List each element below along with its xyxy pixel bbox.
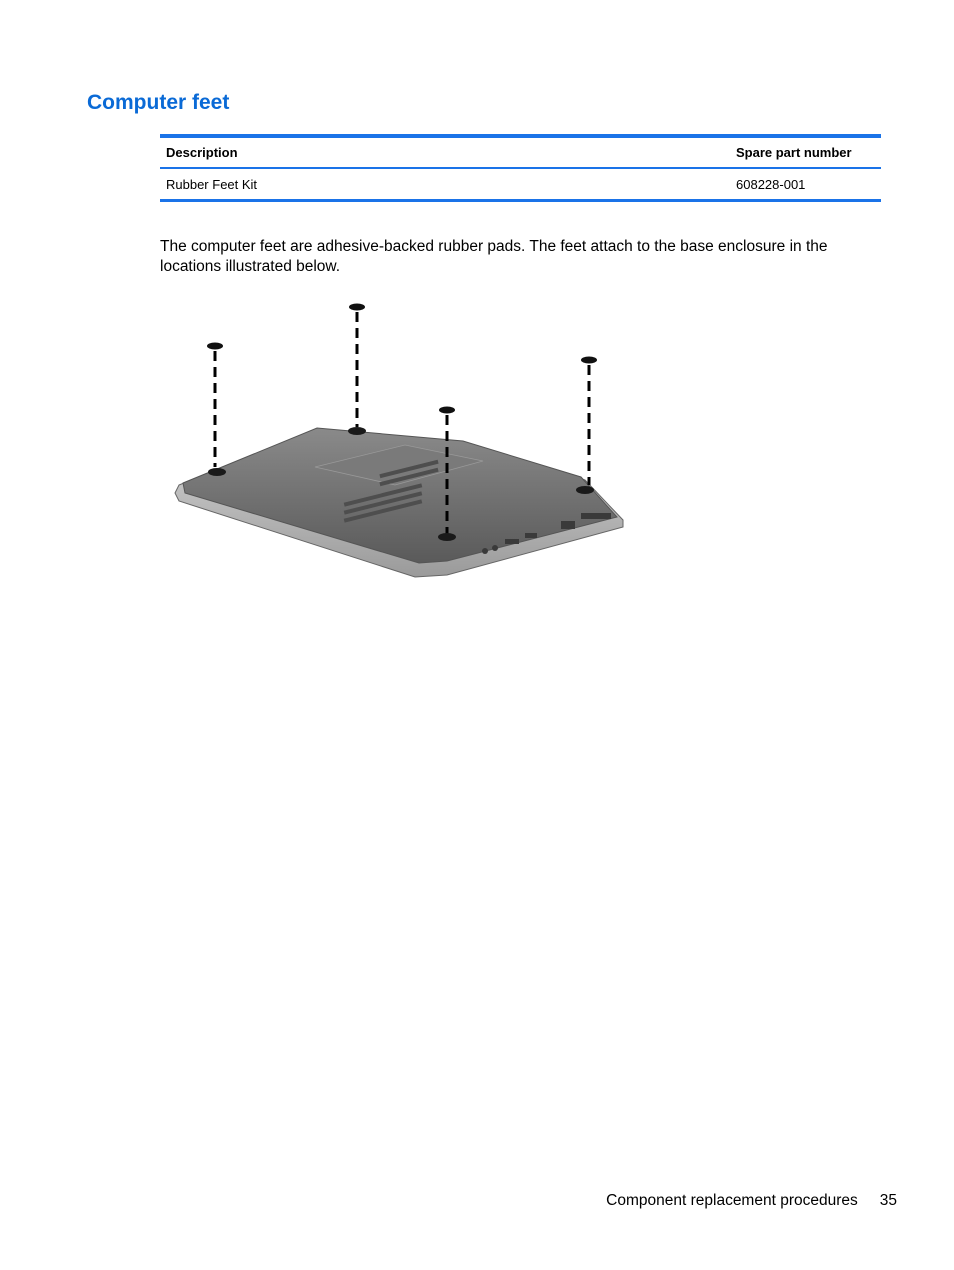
page-title: Computer feet xyxy=(87,91,230,114)
header-spare-part-number: Spare part number xyxy=(736,145,852,160)
cell-part-number: 608228-001 xyxy=(736,176,806,192)
cell-description: Rubber Feet Kit xyxy=(166,176,258,192)
intro-paragraph: The computer feet are adhesive-backed rubber pads. The feet attach to the base enclosure in the locations illustrated below. xyxy=(160,238,828,275)
footer-section-title: Component replacement procedures xyxy=(606,1192,858,1209)
page-footer xyxy=(606,1192,897,1210)
header-description: Description xyxy=(166,145,238,160)
computer-feet-illustration xyxy=(165,295,635,585)
table-header-row xyxy=(160,138,881,169)
rubber-foot-icon xyxy=(207,304,597,414)
parts-table xyxy=(160,134,881,202)
footer-page-number: 35 xyxy=(879,1192,897,1209)
table-row xyxy=(160,169,881,199)
